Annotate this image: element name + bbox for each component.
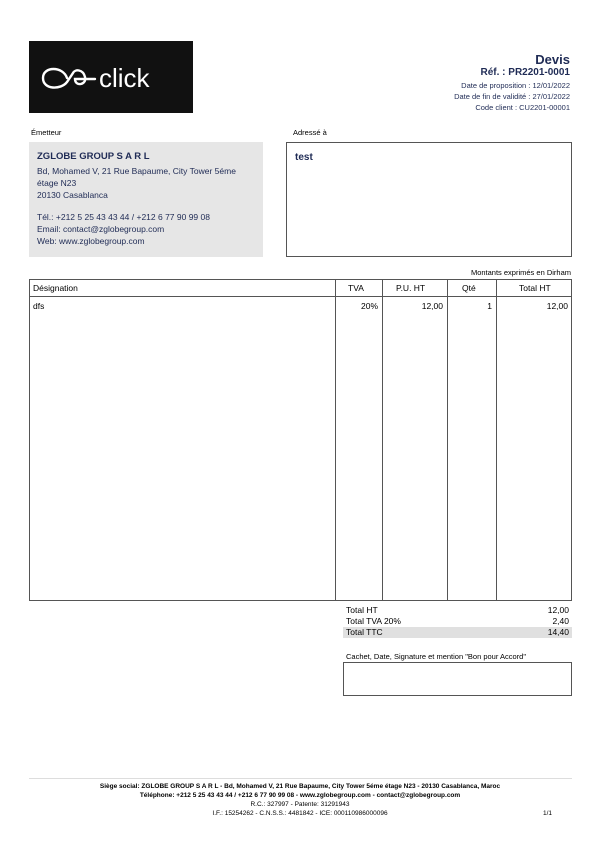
- column-divider: [335, 280, 336, 600]
- company-logo: [29, 41, 193, 113]
- sender-phone: Tél.: +212 5 25 43 43 44 / +212 6 77 90 99 08: [37, 212, 210, 222]
- header-tva: TVA: [348, 283, 364, 293]
- sender-address-line2: étage N23: [37, 178, 77, 188]
- table-header-divider: [30, 296, 571, 297]
- header-unit-price: P.U. HT: [396, 283, 426, 293]
- total-ht-label: Total HT: [346, 605, 378, 615]
- signature-box: [343, 662, 572, 696]
- total-tva-label: Total TVA 20%: [346, 616, 401, 626]
- client-code: Code client : CU2201-00001: [475, 103, 570, 112]
- footer-contact: Téléphone: +212 5 25 43 43 44 / +212 6 77 90 99 08 - www.zglobegroup.com - contact@zglobegroup.com: [139, 792, 461, 799]
- sender-box: [29, 142, 263, 257]
- column-divider: [496, 280, 497, 600]
- row-total: 12,00: [546, 301, 568, 311]
- total-ttc-row: [343, 627, 572, 638]
- total-ht-row: [343, 605, 572, 616]
- document-title: Devis: [535, 52, 570, 67]
- proposal-date: Date de proposition : 12/01/2022: [461, 81, 570, 90]
- header-qty: Qté: [462, 283, 476, 293]
- footer-registration: R.C.: 327997 - Patente: 31291943: [250, 801, 350, 808]
- total-ht-value: 12,00: [547, 605, 569, 615]
- items-table: [29, 279, 572, 601]
- footer-divider: [29, 778, 572, 779]
- row-qty: 1: [487, 301, 492, 311]
- page-number: 1/1: [543, 810, 553, 817]
- row-tva: 20%: [360, 301, 378, 311]
- sender-label: Émetteur: [31, 128, 62, 137]
- recipient-label: Adressé à: [293, 128, 327, 137]
- row-designation: dfs: [33, 301, 45, 311]
- total-ttc-label: Total TTC: [346, 627, 383, 637]
- document-reference: Réf. : PR2201-0001: [480, 67, 570, 78]
- total-ttc-value: 14,40: [547, 627, 569, 637]
- recipient-box: [286, 142, 572, 257]
- row-unit-price: 12,00: [421, 301, 443, 311]
- sender-name: ZGLOBE GROUP S A R L: [37, 151, 150, 162]
- validity-date: Date de fin de validité : 27/01/2022: [454, 92, 570, 101]
- column-divider: [447, 280, 448, 600]
- column-divider: [382, 280, 383, 600]
- footer-head-office: Siège social: ZGLOBE GROUP S A R L - Bd, Mohamed V, 21 Rue Bapaume, City Tower 5éme étage N23 - 20130 Casablanca, Maroc: [99, 783, 501, 790]
- sender-address-line1: Bd, Mohamed V, 21 Rue Bapaume, City Tower 5éme: [37, 166, 236, 176]
- logo-text: click: [99, 63, 150, 93]
- header-total: Total HT: [519, 283, 551, 293]
- total-tva-row: [343, 616, 572, 627]
- signature-label: Cachet, Date, Signature et mention "Bon pour Accord": [346, 652, 527, 661]
- currency-note: Montants exprimés en Dirham: [470, 268, 571, 277]
- recipient-name: test: [295, 152, 313, 163]
- sender-web: Web: www.zglobegroup.com: [37, 236, 145, 246]
- sender-city: 20130 Casablanca: [37, 190, 108, 200]
- sender-email: Email: contact@zglobegroup.com: [37, 224, 165, 234]
- header-designation: Désignation: [33, 283, 78, 293]
- total-tva-value: 2,40: [552, 616, 569, 626]
- oneclick-logo-mark: [37, 57, 185, 97]
- footer-tax-ids: I.F.: 15254262 - C.N.S.S.: 4481842 - ICE: 000110986000096: [212, 810, 388, 817]
